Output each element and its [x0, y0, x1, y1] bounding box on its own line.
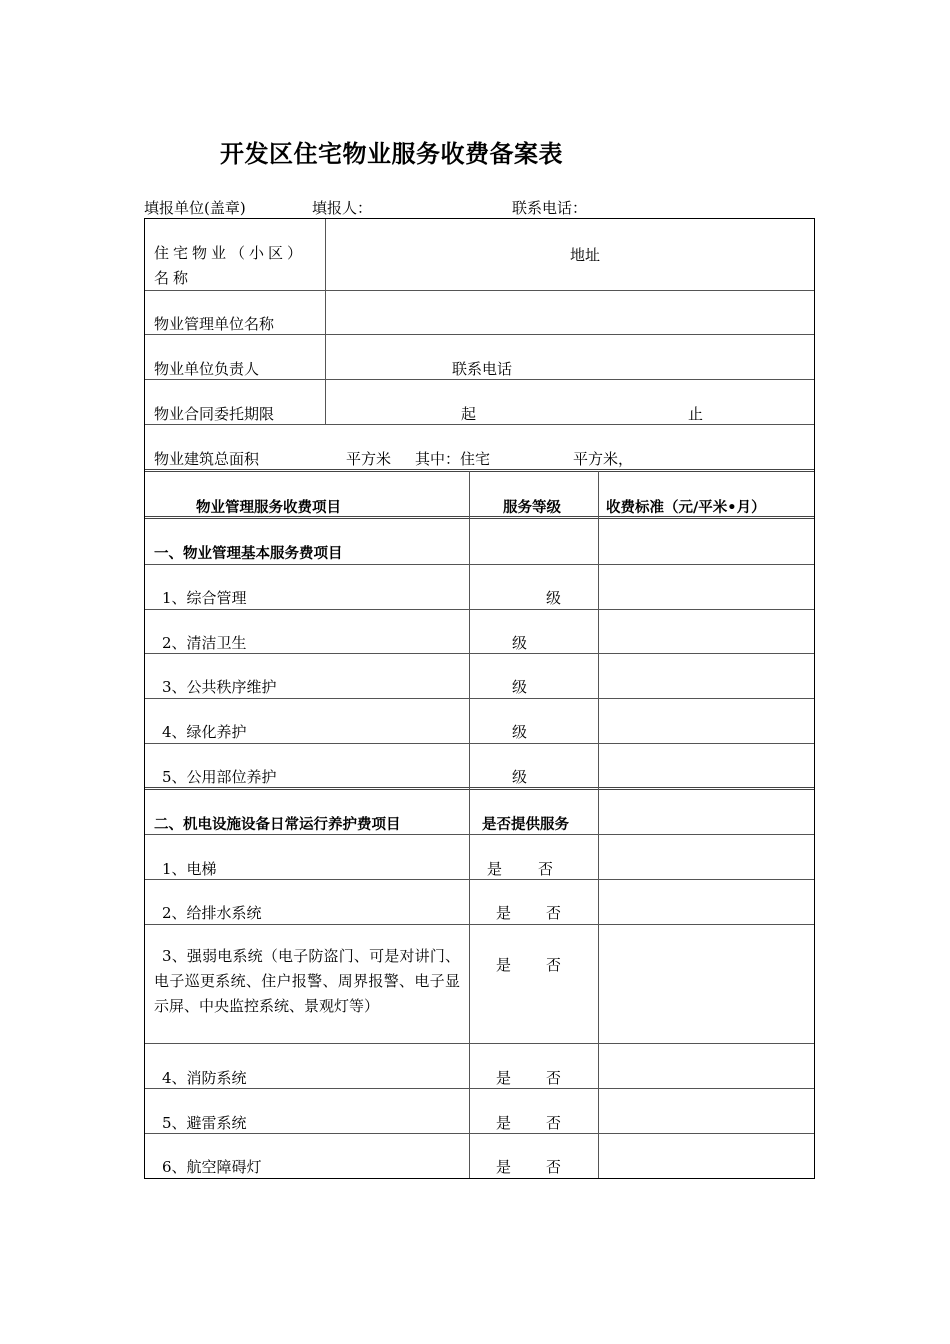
table-row-grade: 级: [512, 678, 528, 696]
no-option: 否: [546, 956, 562, 974]
divider: [145, 609, 814, 610]
table-row-item: 5、避雷系统: [162, 1114, 247, 1132]
divider: [325, 219, 326, 424]
no-option: 否: [546, 1069, 562, 1087]
filer-label: 填报人：: [312, 199, 373, 217]
divider: [145, 743, 814, 744]
no-option: 否: [546, 1114, 562, 1132]
divider: [145, 1088, 814, 1089]
no-option: 否: [546, 904, 562, 922]
yes-option: 是: [496, 956, 512, 974]
divider: [145, 469, 814, 472]
yes-option: 是: [496, 1114, 512, 1132]
no-option: 否: [538, 860, 554, 878]
section-title: 一、物业管理基本服务费项目: [154, 546, 343, 562]
property-name-label: 住宅物业（小区）名称: [154, 244, 307, 287]
divider: [145, 334, 814, 335]
divider: [145, 924, 814, 925]
divider: [145, 1043, 814, 1044]
yes-option: 是: [487, 860, 503, 878]
table-row-item: 4、绿化养护: [162, 723, 247, 741]
yes-option: 是: [496, 1069, 512, 1087]
area-unit-label: 平方米: [346, 450, 392, 468]
table-row-item: 1、电梯: [162, 860, 217, 878]
table-row-item: 2、给排水系统: [162, 904, 262, 922]
table-row-grade: 级: [546, 589, 562, 607]
yes-option: 是: [496, 904, 512, 922]
filing-unit-label: 填报单位(盖章): [144, 199, 246, 217]
section-title: 二、机电设施设备日常运行养护费项目: [154, 817, 401, 833]
divider: [598, 471, 599, 1178]
divider: [145, 698, 814, 699]
contact-phone-label: 联系电话: [452, 360, 513, 378]
divider: [469, 471, 470, 1178]
total-area-label: 物业建筑总面积: [154, 450, 260, 468]
person-in-charge-label: 物业单位负责人: [154, 360, 260, 378]
no-option: 否: [546, 1158, 562, 1176]
address-label: 地址: [570, 246, 601, 264]
divider: [145, 1133, 814, 1134]
divider: [145, 564, 814, 565]
page-title: 开发区住宅物业服务收费备案表: [220, 140, 563, 168]
table-row-grade: 级: [512, 634, 528, 652]
table-row-item: 2、清洁卫生: [162, 634, 247, 652]
contract-period-label: 物业合同委托期限: [154, 405, 275, 423]
period-start-label: 起: [461, 405, 477, 423]
divider: [145, 787, 814, 790]
provide-service-header: 是否提供服务: [482, 817, 569, 833]
column-header-grade: 服务等级: [503, 500, 561, 516]
residential-label: 其中：住宅: [415, 450, 491, 468]
table-row-grade: 级: [512, 723, 528, 741]
table-row-item: 1、综合管理: [162, 589, 247, 607]
divider: [145, 379, 814, 380]
divider: [145, 653, 814, 654]
column-header-standard: 收费标准（元/平米•月）: [606, 500, 766, 516]
table-row-grade: 级: [512, 768, 528, 786]
period-end-label: 止: [688, 405, 704, 423]
table-row-item: 4、消防系统: [162, 1069, 247, 1087]
table-row-item: 3、强弱电系统（电子防盗门、可是对讲门、电子巡更系统、住户报警、周界报警、电子显示屏、中央监控系统、景观灯等）: [154, 947, 460, 1015]
residential-unit-label: 平方米，: [573, 450, 634, 468]
phone-label: 联系电话：: [512, 199, 588, 217]
divider: [145, 424, 814, 425]
mgmt-unit-label: 物业管理单位名称: [154, 315, 275, 333]
table-row-item: 5、公用部位养护: [162, 768, 277, 786]
table-row-item: 6、航空障碍灯: [162, 1158, 262, 1176]
divider: [145, 834, 814, 835]
column-header-item: 物业管理服务收费项目: [196, 500, 341, 516]
yes-option: 是: [496, 1158, 512, 1176]
divider: [145, 879, 814, 880]
table-row-item: 3、公共秩序维护: [162, 678, 277, 696]
